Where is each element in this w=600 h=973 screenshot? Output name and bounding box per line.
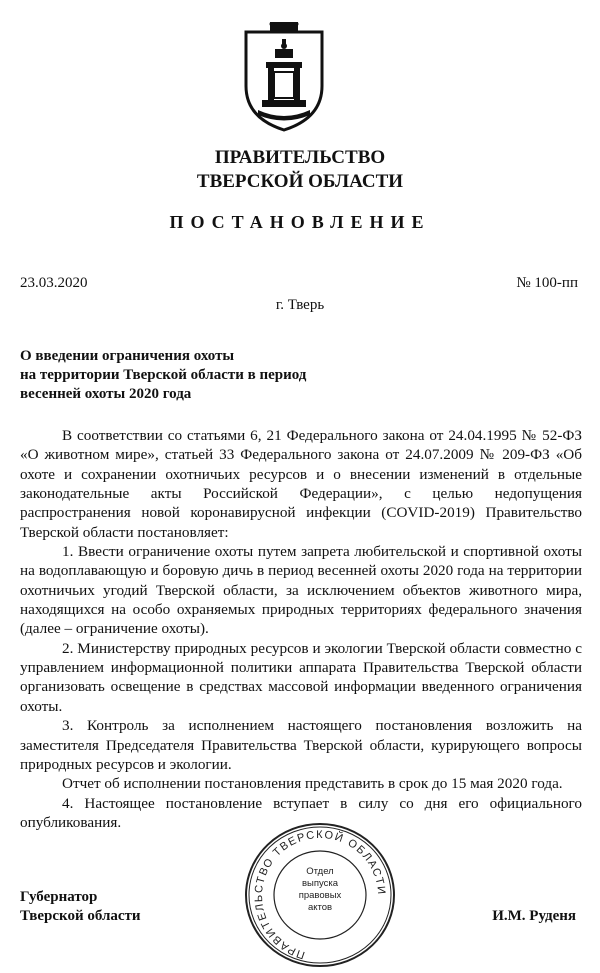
- stamp-center-line1: Отдел: [306, 866, 334, 877]
- coat-of-arms-emblem: [238, 22, 330, 132]
- subject-line2: на территории Тверской области в период: [20, 367, 307, 383]
- org-name-line2: ТВЕРСКОЙ ОБЛАСТИ: [196, 171, 404, 192]
- stamp-center-line3: правовых: [298, 890, 342, 901]
- stamp-center-line2: выпуска: [301, 878, 339, 889]
- clause-3-paragraph: 3. Контроль за исполнением настоящего постановления возложить на заместителя Председателя Правительства Тверской области, курирующего вопросы природных ресурсов и экологии.: [20, 717, 582, 773]
- signatory-title-line2: Тверской области: [20, 908, 141, 924]
- document-city: г. Тверь: [275, 297, 325, 313]
- org-name-line1: ПРАВИТЕЛЬСТВО: [214, 147, 386, 168]
- clause-2-paragraph: 2. Министерству природных ресурсов и экологии Тверской области совместно с управлением информационной политики аппарата Правительства Тверской области организовать освещение в средствах массовой информации введенного ограничения охоты.: [20, 639, 582, 715]
- signatory-title-line1: Губернатор: [20, 889, 98, 905]
- document-body: [20, 426, 582, 832]
- stamp-ring-text: ПРАВИТЕЛЬСТВО ТВЕРСКОЙ ОБЛАСТИ: [252, 828, 388, 961]
- document-number: № 100-пп: [516, 275, 578, 291]
- report-paragraph: Отчет об исполнении постановления представить в срок до 15 мая 2020 года.: [62, 775, 563, 793]
- document-subject: [20, 347, 420, 404]
- document-type: ПОСТАНОВЛЕНИЕ: [169, 212, 431, 232]
- document-date: 23.03.2020: [20, 275, 88, 291]
- official-stamp: [244, 822, 396, 968]
- subject-line1: О введении ограничения охоты: [20, 348, 235, 364]
- clause-1-paragraph: 1. Ввести ограничение охоты путем запрета любительской и спортивной охоты на водоплавающую и боровую дичь в период весенней охоты 2020 года на территории охотничьих угодий Тверской области, за исключением объектов животного мира, находящихся на особо охраняемых природных территориях федерального значения (далее – ограничение охоты).: [20, 543, 582, 638]
- signatory-title: [20, 888, 141, 926]
- subject-line3: весенней охоты 2020 года: [20, 386, 192, 402]
- stamp-center-text: [282, 866, 358, 914]
- preamble-paragraph: В соответствии со статьями 6, 21 Федерального закона от 24.04.1995 № 52-ФЗ «О животном мире», статьей 33 Федерального закона от 24.07.2009 № 209-ФЗ «Об охоте и сохранении охотничьих ресурсов и о внесении изменений в отдельные законодательные акты Российской Федерации», с целью недопущения распространения новой коронавирусной инфекции (COVID-2019) Правительство Тверской области постановляет:: [20, 427, 582, 541]
- clause-4-paragraph: 4. Настоящее постановление вступает в силу со дня его официального опубликования.: [20, 794, 582, 831]
- signatory-name: И.М. Руденя: [492, 908, 576, 924]
- stamp-center-line4: актов: [307, 902, 333, 913]
